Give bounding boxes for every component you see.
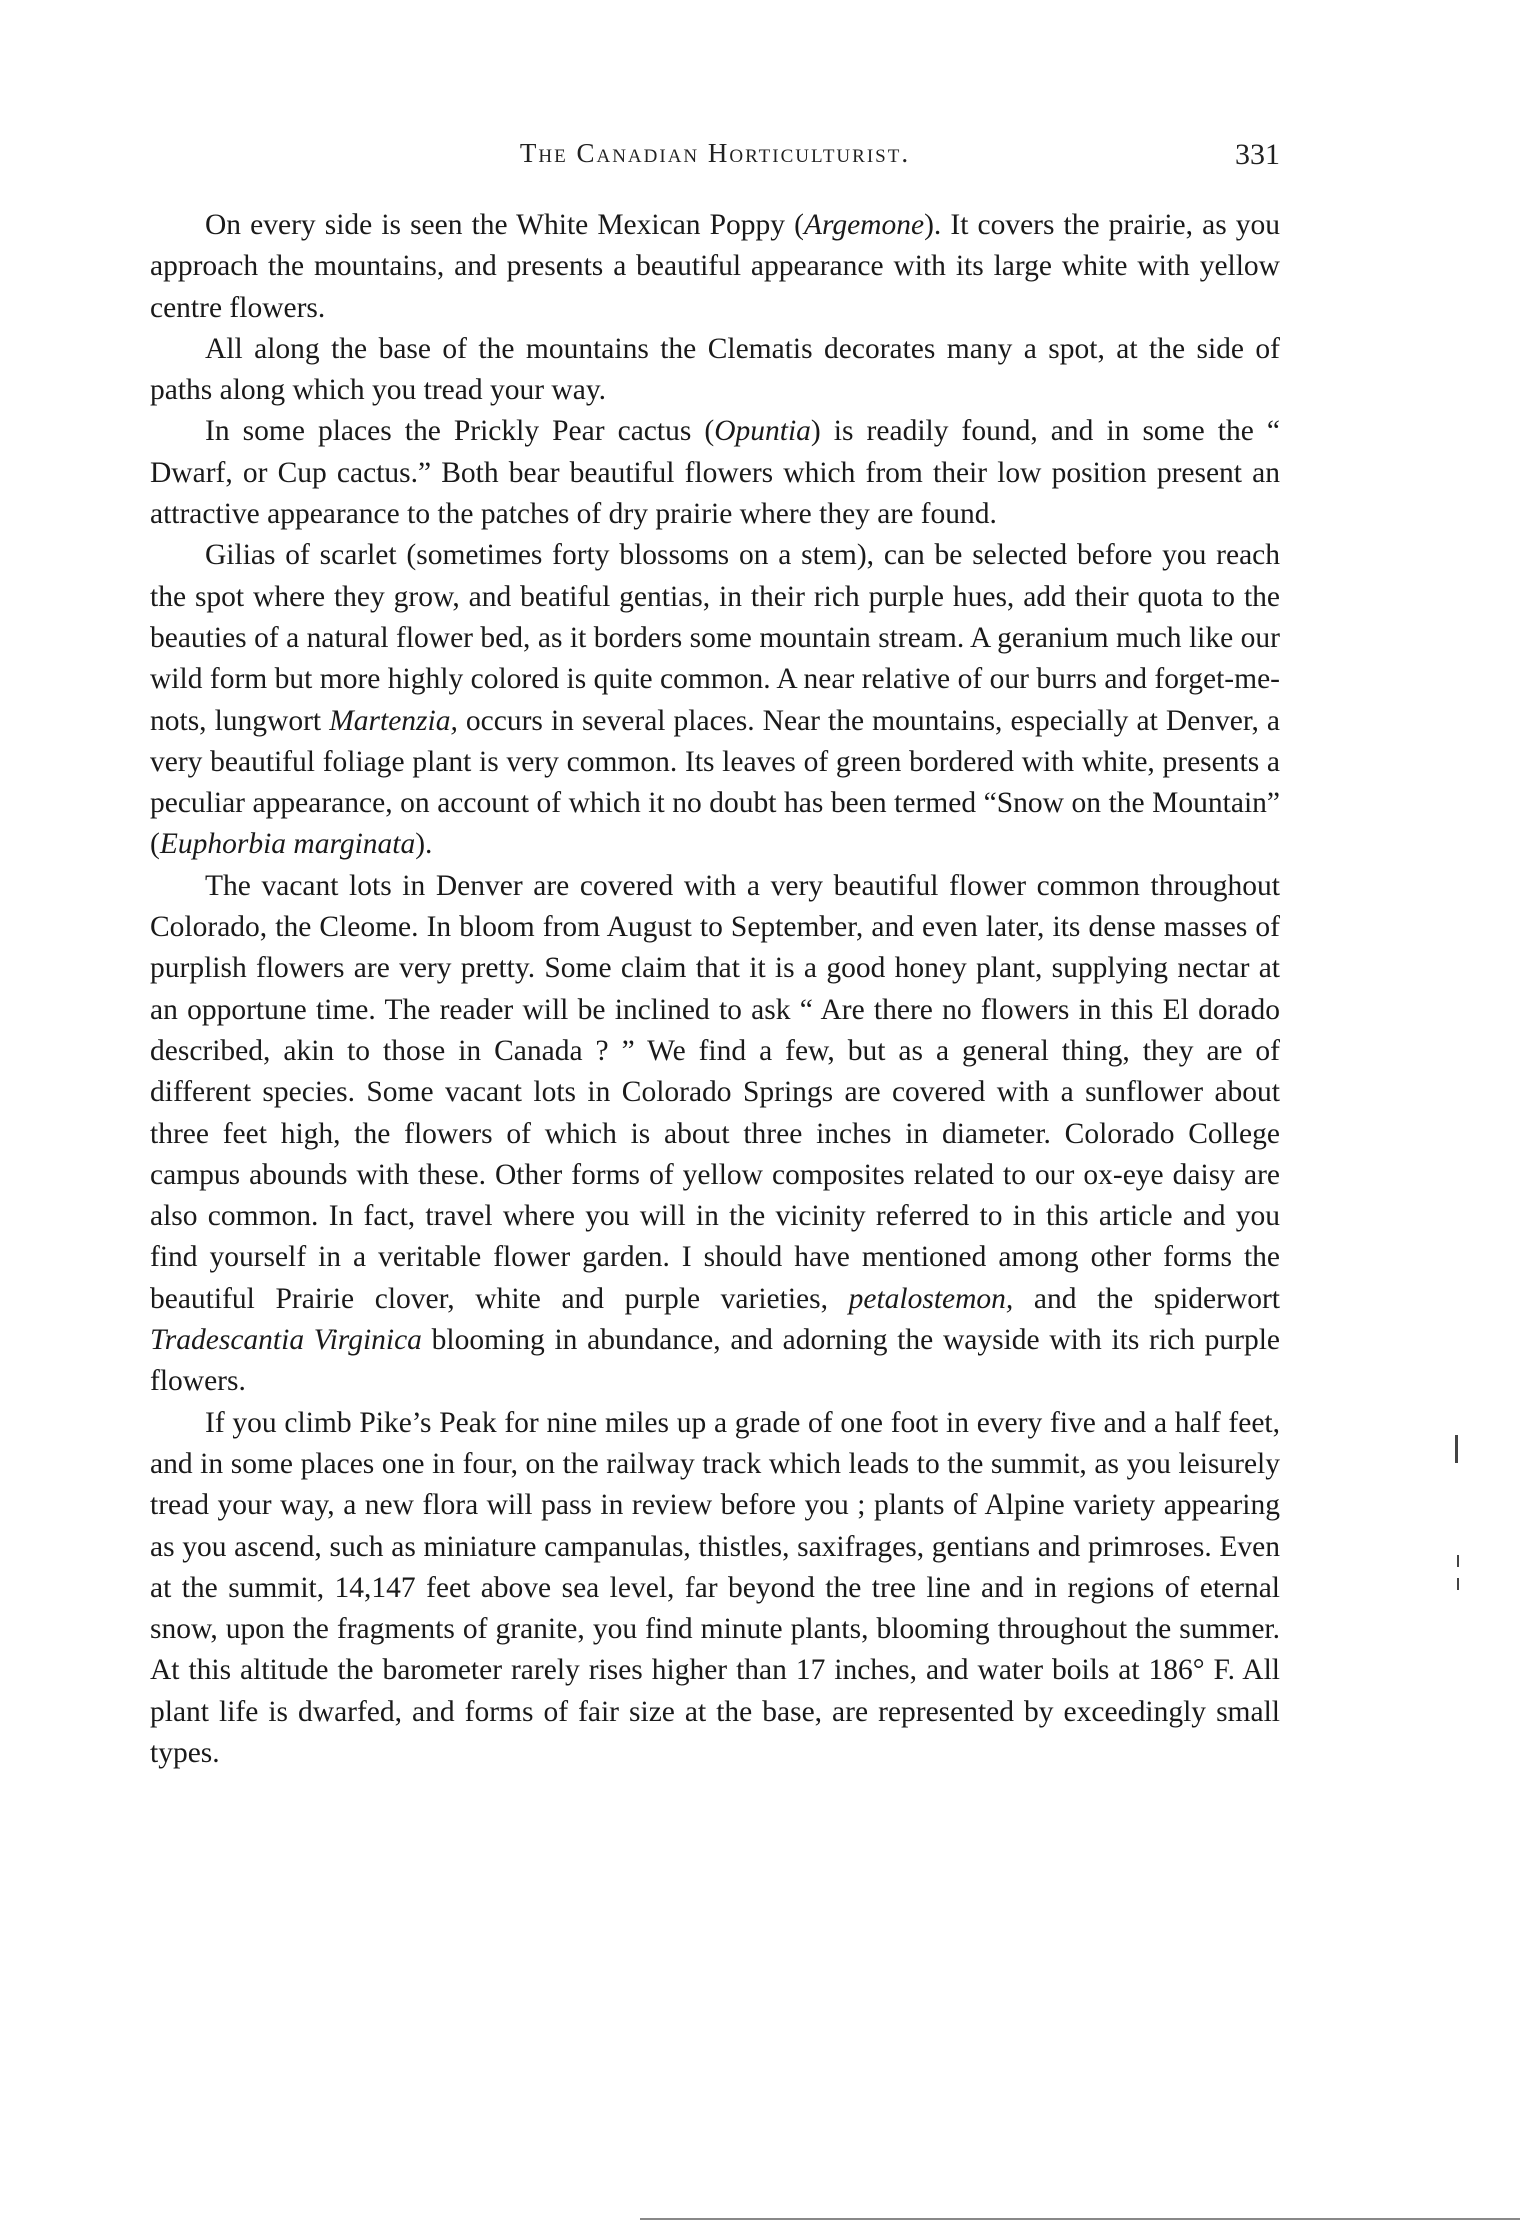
bottom-rule	[640, 2218, 1520, 2220]
margin-mark	[1455, 1435, 1458, 1463]
text-run: All along the base of the mountains the Clematis decorates many a spot, at the side of paths along which you tread your way.	[150, 332, 1280, 407]
italic-term: Martenzia,	[329, 704, 458, 737]
text-run: ). It covers the prairie, as you approach the mountains, and presents a beautiful appearance with its large white with yellow centre flowers.	[150, 209, 1280, 324]
paragraph	[150, 329, 1280, 412]
italic-term: Opuntia	[714, 415, 811, 448]
text-run: blooming in abundance, and adorning the wayside with its rich purple flowers.	[150, 1324, 1280, 1398]
text-run: and the spiderwort	[1013, 1282, 1280, 1315]
paragraph	[150, 411, 1280, 535]
paragraph	[150, 205, 1280, 329]
text-run: If you climb Pike’s Peak for nine miles up a grade of one foot in every five and a half feet, and in some places one in four, on the railway track which leads to the summit, as you leisurely tread your way, a new flora will pass in review before you ; plants of Alpine variety appearing as you ascend, such as miniature campanulas, thistles, saxifrages, gentians and primroses. Even at the summit, 14,147 feet above sea level, far beyond the tree line and in regions of eternal snow, upon the fragments of granite, you find minute plants, blooming throughout the summer. At this altitude the barometer rarely rises higher than 17 inches, and water boils at 186° F. All plant life is dwarfed, and forms of fair size at the base, are represented by exceedingly small types.	[150, 1406, 1280, 1769]
paragraph	[150, 535, 1280, 865]
text-run: occurs in several places. Near the mountains, especially at Denver, a very beautiful foliage plant is very common. Its leaves of green bordered with white, presents a peculiar appearance, on account of which it no doubt has been termed “Snow on the Mountain” (	[150, 704, 1280, 861]
paragraph	[150, 1403, 1280, 1775]
text-run: ).	[415, 828, 433, 861]
italic-term: Argemone	[803, 209, 925, 241]
running-title: The Canadian Horticulturist.	[519, 138, 911, 168]
page-number: 331	[1235, 138, 1280, 171]
paragraph	[150, 866, 1280, 1403]
text-run: In some places the Prickly Pear cactus (	[205, 415, 715, 448]
italic-term: petalostemon,	[848, 1282, 1014, 1315]
article-body	[150, 205, 1280, 1774]
text-run: The vacant lots in Denver are covered with a very beautiful flower common throughout Colorado, the Cleome. In bloom from August to September, and even later, its dense masses of purplish flowers are very pretty. Some claim that it is a good honey plant, supplying nectar at an opportune time. The reader will be inclined to ask “ Are there no flowers in this El dorado described, akin to those in Canada ? ” We find a few, but as a general thing, they are of different species. Some vacant lots in Colorado Springs are covered with a sunflower about three feet high, the flowers of which is about three inches in diameter. Colorado College campus abounds with these. Other forms of yellow composites related to our ox-eye daisy are also common. In fact, travel where you will in the vicinity referred to in this article and you find yourself in a veritable flower garden. I should have mentioned among other forms the beautiful Prairie clover, white and purple varieties,	[150, 869, 1280, 1315]
running-head	[150, 138, 1280, 178]
text-run: On every side is seen the White Mexican Poppy (	[205, 209, 804, 241]
margin-mark	[1457, 1578, 1459, 1590]
italic-term: Tradescantia Virginica	[150, 1324, 422, 1357]
text-run: Gilias of scarlet (sometimes forty blossoms on a stem), can be selected before you reach the spot where they grow, and beatiful gentias, in their rich purple hues, add their quota to the beauties of a natural flower bed, as it borders some mountain stream. A geranium much like our wild form but more highly colored is quite common. A near relative of our burrs and forget-me-nots, lungwort	[150, 539, 1280, 737]
margin-mark	[1457, 1555, 1459, 1567]
text-run: ) is readily found, and in some the “ Dwarf, or Cup cactus.” Both bear beautiful flowers which from their low position present an attractive appearance to the patches of dry prairie where they are found.	[150, 415, 1280, 531]
italic-term: Euphorbia marginata	[159, 828, 416, 861]
